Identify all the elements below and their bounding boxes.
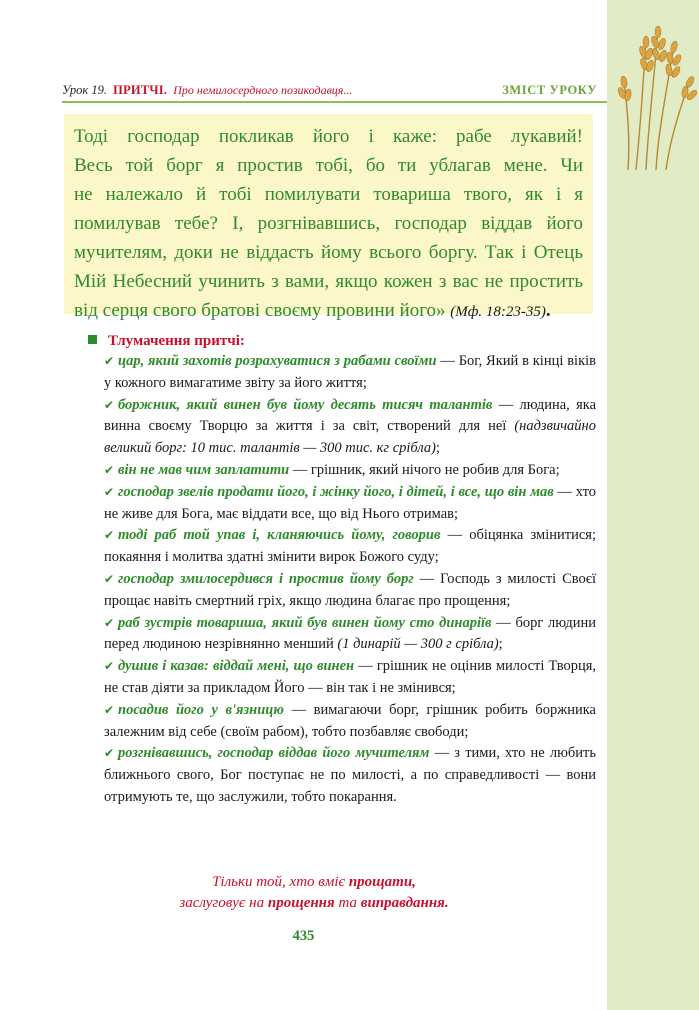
check-icon: ✔ bbox=[104, 746, 115, 761]
lesson-section-label: ЗМІСТ УРОКУ bbox=[502, 83, 597, 97]
item-term: він не мав чим заплатити bbox=[118, 461, 290, 478]
scripture-quote bbox=[64, 114, 593, 321]
conclusion-emphasis: прощення bbox=[267, 895, 335, 911]
item-note: (надзвичайно великий борг: 10 тис. талантів — 300 тис. кг срібла) bbox=[104, 418, 596, 457]
check-icon: ✔ bbox=[104, 659, 115, 674]
item-term: тоді раб той упав і, кланяючись йому, говорив bbox=[118, 527, 441, 544]
item-term: господар змилосердився і простив йому борг bbox=[118, 570, 414, 587]
item-tail: ; bbox=[435, 440, 440, 457]
item-term: боржник, який винен був йому десять тисяч талантів bbox=[118, 396, 493, 413]
lesson-header bbox=[62, 80, 597, 100]
interpretation-heading bbox=[88, 331, 245, 351]
item-text: — Господь з милості Своєї прощає навіть смертний гріх, якщо людина благає про прощення; bbox=[104, 570, 596, 609]
quote-line: помилував тебе? І, розгнівавшись, господар віддав його bbox=[74, 213, 583, 234]
check-icon: ✔ bbox=[104, 571, 115, 586]
check-icon: ✔ bbox=[104, 354, 115, 368]
lesson-number: Урок 19. bbox=[62, 83, 108, 97]
item-tail: ; bbox=[498, 636, 503, 653]
conclusion-text: Тільки той, хто вміє bbox=[212, 874, 349, 890]
list-item bbox=[104, 700, 596, 744]
conclusion-text: заслуговує на bbox=[179, 895, 268, 911]
quote-line: Мій Небесний учинить з вами, якщо кожен з вас не простить bbox=[74, 271, 583, 292]
item-text: — Бог, Який в кінці віків у кожного вимагатиме звіту за його життя; bbox=[104, 353, 596, 391]
item-note: (1 динарій — 300 г срібла) bbox=[337, 636, 499, 653]
list-item bbox=[104, 656, 596, 700]
item-text: — борг людини перед людиною незрівнянно менший bbox=[104, 614, 596, 653]
quote-line-last bbox=[74, 296, 583, 327]
item-term: раб зустрів товариша, який був винен йому сто динаріїв bbox=[118, 614, 492, 631]
check-icon: ✔ bbox=[104, 484, 115, 499]
quote-end-mark: . bbox=[545, 300, 551, 321]
item-text: — обіцянка змінитися; покаяння і молитва здатні змінити вирок Божого суду; bbox=[104, 527, 596, 566]
lesson-topic: ПРИТЧІ. bbox=[113, 83, 168, 97]
item-text: — грішник не оцінив милості Творця, не став діяти за прикладом Його — він так і не змінився; bbox=[104, 658, 596, 696]
conclusion-line-1 bbox=[104, 872, 524, 893]
list-item bbox=[104, 525, 596, 569]
square-bullet-icon bbox=[88, 335, 97, 344]
list-item bbox=[104, 460, 596, 482]
quote-line: мучителям, доки не віддасть йому всього боргу. Так і Отець bbox=[74, 242, 583, 263]
interpretation-list bbox=[104, 351, 596, 809]
item-text: — грішник, який нічого не робив для Бога; bbox=[289, 461, 560, 478]
quote-line-text: від серця свого братові своєму провини його» bbox=[74, 300, 446, 321]
item-text: — людина, яка винна своєму Творцю за життя і за світ, створений для неї bbox=[104, 396, 596, 435]
item-term: цар, який захотів розрахуватися з рабами своїми bbox=[118, 353, 437, 369]
check-icon: ✔ bbox=[104, 528, 115, 543]
item-term: посадив його у в'язницю bbox=[118, 701, 284, 718]
list-item bbox=[104, 351, 596, 395]
item-term: душив і казав: віддай мені, що винен bbox=[118, 658, 355, 675]
page-number: 435 bbox=[292, 928, 315, 944]
check-icon: ✔ bbox=[104, 615, 115, 630]
item-text: — вимагаючи борг, грішник робить боржника залежним від себе (своїм рабом), тобто позбавляє свободи; bbox=[104, 701, 596, 740]
quote-line: Весь той борг я простив тобі, бо ти ублагав мене. Чи bbox=[74, 155, 583, 176]
quote-line: Тоді господар покликав його і каже: рабе лукавий! bbox=[74, 126, 583, 147]
header-divider bbox=[62, 101, 607, 103]
check-icon: ✔ bbox=[104, 462, 115, 477]
lesson-subtitle: Про немилосердного позикодавця... bbox=[173, 83, 353, 97]
list-item bbox=[104, 743, 596, 808]
interpretation-title: Тлумачення притчі: bbox=[108, 333, 245, 349]
list-item bbox=[104, 482, 596, 526]
quote-line: не належало й тобі помилувати товариша твого, як і я bbox=[74, 184, 583, 205]
list-item bbox=[104, 613, 596, 657]
conclusion-line-2 bbox=[104, 893, 524, 914]
item-term: господар звелів продати його, і жінку його, і дітей, і все, що він мав bbox=[118, 483, 554, 500]
list-item bbox=[104, 569, 596, 613]
conclusion-emphasis: прощати, bbox=[348, 874, 416, 890]
scripture-reference: (Мф. 18:23-35) bbox=[450, 304, 546, 320]
wheat-illustration bbox=[606, 20, 699, 170]
conclusion-text: та bbox=[334, 895, 361, 911]
item-text: — з тими, хто не любить ближнього свого, Бог поступає не по милості, а по справедливості — вони отримують те, що заслужили, тобто покарання. bbox=[104, 745, 597, 805]
item-text: — хто не живе для Бога, має віддати все, що від Нього отримав; bbox=[104, 483, 596, 522]
check-icon: ✔ bbox=[104, 702, 115, 717]
check-icon: ✔ bbox=[104, 397, 115, 412]
conclusion bbox=[104, 872, 524, 914]
conclusion-emphasis: виправдання. bbox=[360, 895, 449, 911]
list-item bbox=[104, 395, 596, 460]
item-term: розгнівавшись, господар віддав його мучителям bbox=[118, 745, 430, 762]
